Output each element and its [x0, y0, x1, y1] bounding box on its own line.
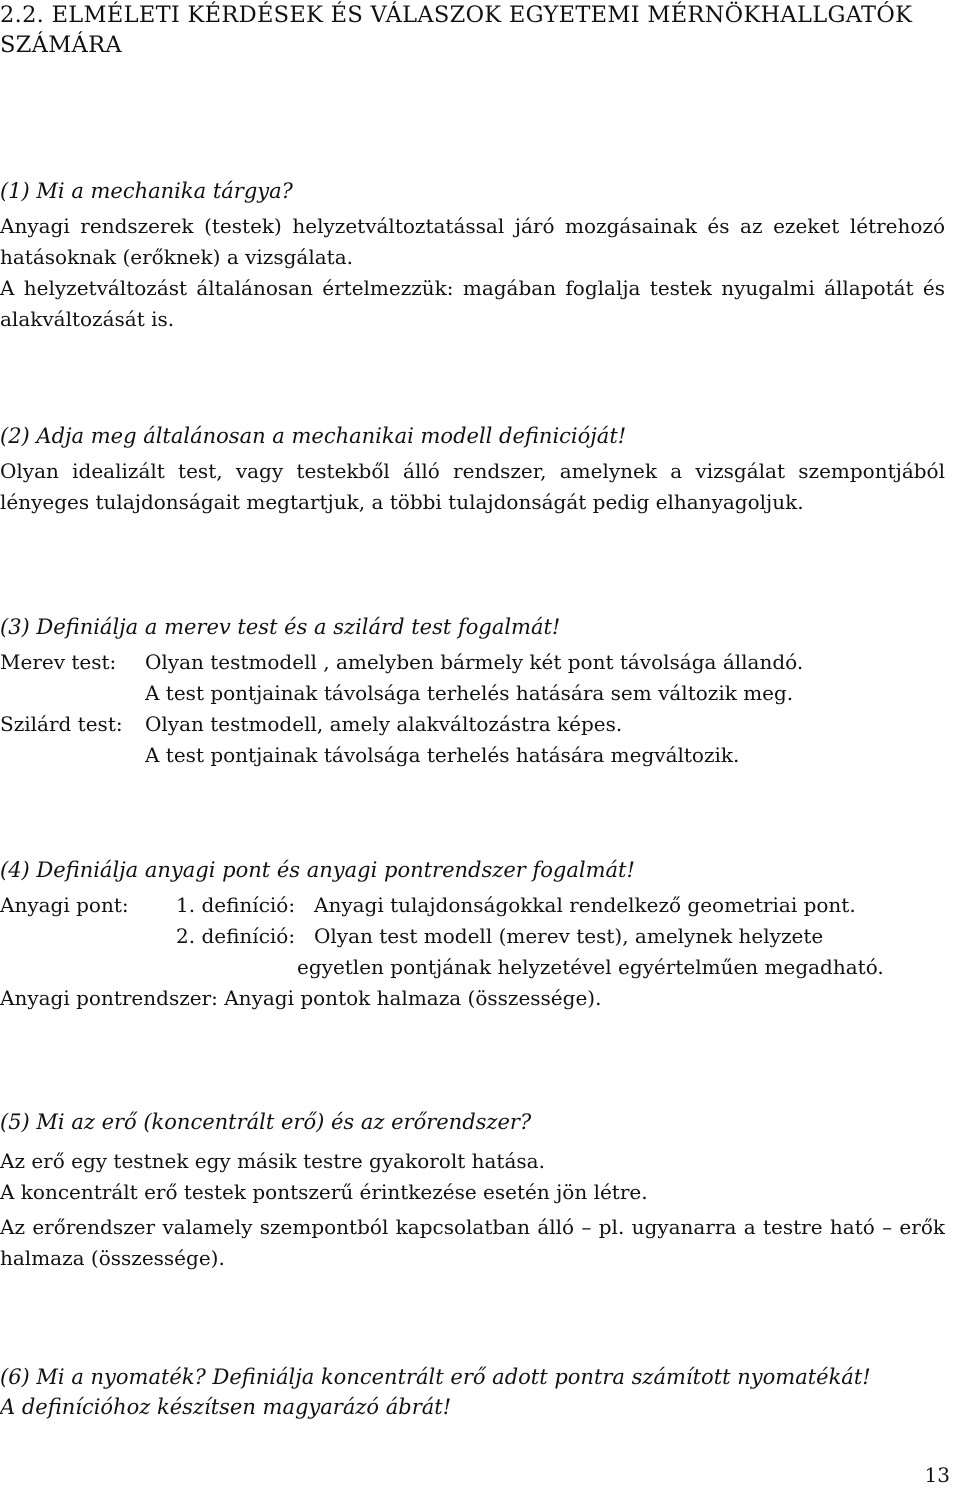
question-block-5 [0, 1107, 945, 1274]
definition-row [0, 890, 945, 921]
question-4: (4) Definiálja anyagi pont és anyagi pontrendszer fogalmát! [0, 858, 635, 882]
question-block-6 [0, 1362, 945, 1422]
question-1: (1) Mi a mechanika tárgya? [0, 179, 293, 203]
answer-5 [0, 1146, 945, 1274]
answer-5-line-1: Az erő egy testnek egy másik testre gyakorolt hatása. [0, 1149, 545, 1173]
definition-text: Olyan test modell (merev test), amelynek helyzete [314, 924, 824, 948]
answer-1 [0, 211, 945, 335]
definition-row [0, 647, 945, 678]
question-3: (3) Definiálja a merev test és a szilárd test fogalmát! [0, 615, 561, 639]
question-block-1 [0, 176, 945, 335]
answer-5-line-2: A koncentrált erő testek pontszerű érintkezése esetén jön létre. [0, 1180, 648, 1204]
question-block-4 [0, 855, 945, 1014]
definition-text: Olyan testmodell , amelyben bármely két pont távolsága állandó. [145, 650, 804, 674]
definition-row [0, 678, 945, 709]
answer-3 [0, 647, 945, 771]
section-title: 2.2. ELMÉLETI KÉRDÉSEK ÉS VÁLASZOK EGYETEMI MÉRNÖKHALLGATÓK SZÁMÁRA [0, 2, 913, 58]
definition-text: A test pontjainak távolsága terhelés hatására sem változik meg. [145, 681, 794, 705]
definition-term: Anyagi pont: [0, 893, 129, 917]
answer-2-paragraph-1: Olyan idealizált test, vagy testekből álló rendszer, amelynek a vizsgálat szempontjából lényeges tulajdonságait megtartjuk, a többi tulajdonságát pedig elhanyagoljuk. [0, 459, 945, 514]
definition-row [0, 952, 945, 983]
answer-1-paragraph-2: A helyzetváltozást általánosan értelmezzük: magában foglalja testek nyugalmi állapotát és alakváltozását is. [0, 276, 945, 331]
definition-text: A test pontjainak távolsága terhelés hatására megváltozik. [145, 743, 740, 767]
definition-row [0, 709, 945, 740]
question-5: (5) Mi az erő (koncentrált erő) és az erőrendszer? [0, 1110, 532, 1134]
question-6-continuation: A definícióhoz készítsen magyarázó ábrát! [0, 1395, 452, 1419]
definition-number: 1. definíció: [176, 893, 296, 917]
definition-term: Szilárd test: [0, 712, 123, 736]
question-6: (6) Mi a nyomaték? Definiálja koncentrált erő adott pontra számított nyomatékát! [0, 1365, 871, 1389]
definition-text: egyetlen pontjának helyzetével egyértelműen megadható. [297, 955, 884, 979]
definition-text: Anyagi pontrendszer: Anyagi pontok halmaza (összessége). [0, 986, 602, 1010]
question-block-3 [0, 612, 945, 771]
question-block-2 [0, 421, 945, 518]
definition-text: Anyagi tulajdonságokkal rendelkező geometriai pont. [314, 893, 856, 917]
answer-5-paragraph-3: Az erőrendszer valamely szempontból kapcsolatban álló – pl. ugyanarra a testre ható – erők halmaza (összessége). [0, 1215, 945, 1270]
definition-text: Olyan testmodell, amely alakváltozástra képes. [145, 712, 623, 736]
answer-4 [0, 890, 945, 1014]
definition-row [0, 921, 945, 952]
page-number: 13 [924, 1463, 950, 1487]
answer-1-paragraph-1: Anyagi rendszerek (testek) helyzetváltoztatással járó mozgásainak és az ezeket létrehozó hatásoknak (erőknek) a vizsgálata. [0, 214, 945, 269]
definition-term: Merev test: [0, 650, 117, 674]
question-2: (2) Adja meg általánosan a mechanikai modell definicióját! [0, 424, 627, 448]
answer-2 [0, 456, 945, 518]
definition-row [0, 983, 945, 1014]
definition-number: 2. definíció: [176, 924, 296, 948]
definition-row [0, 740, 945, 771]
